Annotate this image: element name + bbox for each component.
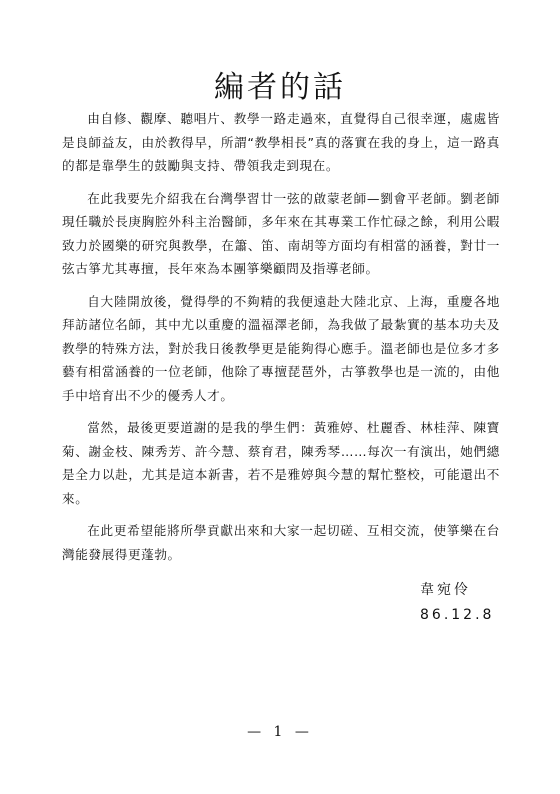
paragraph-5: 在此更希望能將所學貢獻出來和大家一起切磋、互相交流，使箏樂在台灣能發展得更蓬勃。 xyxy=(62,523,500,562)
paragraph-4: 當然，最後更要道謝的是我的學生們：黃雅婷、杜麗香、林桂萍、陳寶菊、謝金枝、陳秀芳、許今慧、蔡育君，陳秀琴……每次一有演出，她們總是全力以赴，尤其是這本新書，若不是雅婷與今慧的幫忙整校，可能還出不來。 xyxy=(62,420,500,506)
paragraph-1: 由自修、觀摩、聽唱片、教學一路走過來，直覺得自己很幸運，處處皆是良師益友，由於教得早，所謂“教學相長”真的落實在我的身上，這一路真的都是靠學生的鼓勵與支持、帶領我走到現在。 xyxy=(62,111,500,173)
body-text xyxy=(62,107,500,575)
paragraph-2: 在此我要先介紹我在台灣學習廿一弦的啟蒙老師—劉會平老師。劉老師現任職於長庚胸腔外科主治醫師，多年來在其專業工作忙碌之餘，利用公暇致力於國樂的研究與教學，在簫、笛、南胡等方面均有相當的涵養，對廿一弦古箏尤其專擅，長年來為本團箏樂顧問及指導老師。 xyxy=(62,190,500,276)
page-number: — 1 — xyxy=(247,724,313,740)
signature-date: 86.12.8 xyxy=(420,607,495,623)
signature-block xyxy=(420,578,520,628)
author-name: 韋宛伶 xyxy=(420,582,471,598)
paragraph-3: 自大陸開放後，覺得學的不夠精的我便遠赴大陸北京、上海，重慶各地拜訪諸位名師，其中尤以重慶的溫福澤老師，為我做了最紮實的基本功夫及教學的特殊方法，對於我日後教學更是能夠得心應手。溫老師也是位多才多藝有相當涵養的一位老師，他除了專擅琵琶外，古箏教學也是一流的，由他手中培育出不少的優秀人才。 xyxy=(62,293,500,403)
page-title: 編者的話 xyxy=(214,70,346,105)
